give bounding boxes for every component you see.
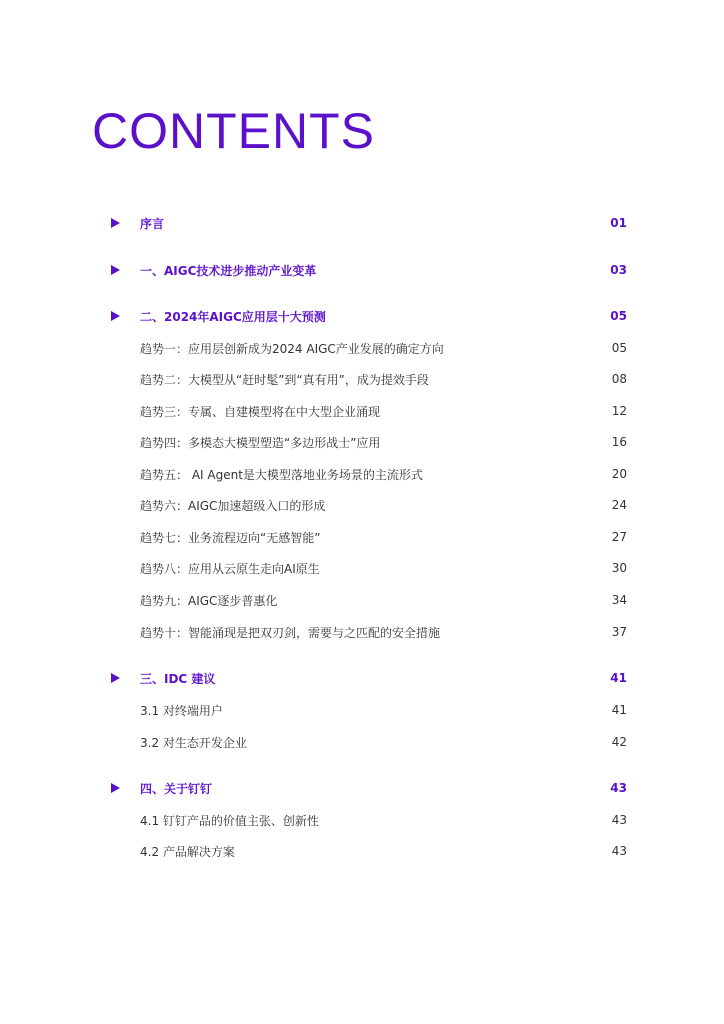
toc-entry-page: 30 <box>611 561 627 575</box>
toc-entry-label: 三、IDC 建议 <box>140 671 216 686</box>
toc-entry-label: 3.2 对生态开发企业 <box>140 735 247 750</box>
toc-entry-section-3[interactable] <box>140 668 627 688</box>
toc-entry-label: 二、2024年AIGC应用层十大预测 <box>140 309 326 324</box>
toc-entry-label: 一、AIGC技术进步推动产业变革 <box>140 263 317 278</box>
toc-entry-page: 01 <box>610 216 627 230</box>
toc-entry-page: 08 <box>611 372 627 386</box>
toc-entry-trend-8[interactable] <box>140 558 627 578</box>
toc-entry-label: 4.2 产品解决方案 <box>140 844 235 859</box>
arrow-right-icon <box>111 673 120 683</box>
toc-entry-label: 趋势九：AIGC逐步普惠化 <box>140 593 278 608</box>
toc-entry-3-1[interactable] <box>140 700 627 720</box>
toc-entry-page: 27 <box>611 530 627 544</box>
toc-entry-page: 03 <box>610 263 627 277</box>
toc-entry-3-2[interactable] <box>140 732 627 752</box>
toc-entry-label: 3.1 对终端用户 <box>140 703 223 718</box>
toc-entry-preface[interactable] <box>140 213 627 233</box>
toc-entry-page: 41 <box>611 703 627 717</box>
toc-entry-label: 趋势六：AIGC加速超级入口的形成 <box>140 498 326 513</box>
toc-entry-trend-5[interactable] <box>140 464 627 484</box>
toc-entry-label: 趋势四：多模态大模型塑造“多边形战士”应用 <box>140 435 381 450</box>
arrow-right-icon <box>111 311 120 321</box>
toc-entry-page: 16 <box>611 435 627 449</box>
arrow-right-icon <box>111 265 120 275</box>
toc-entry-label: 趋势一：应用层创新成为2024 AIGC产业发展的确定方向 <box>140 341 444 356</box>
toc-entry-4-2[interactable] <box>140 841 627 861</box>
toc-entry-label: 趋势十：智能涌现是把双刃剑，需要与之匹配的安全措施 <box>140 625 441 640</box>
toc-entry-section-4[interactable] <box>140 778 627 798</box>
toc-entry-label: 趋势二：大模型从“赶时髦”到“真有用”，成为提效手段 <box>140 372 429 387</box>
toc-entry-page: 43 <box>610 781 627 795</box>
toc-entry-trend-10[interactable] <box>140 622 627 642</box>
toc-entry-trend-6[interactable] <box>140 495 627 515</box>
toc-entry-page: 05 <box>611 341 627 355</box>
toc-entry-trend-4[interactable] <box>140 432 627 452</box>
toc-entry-page: 41 <box>610 671 627 685</box>
toc-entry-label: 趋势五： AI Agent是大模型落地业务场景的主流形式 <box>140 467 423 482</box>
toc-entry-section-2[interactable] <box>140 306 627 326</box>
toc-entry-trend-9[interactable] <box>140 590 627 610</box>
toc-entry-page: 43 <box>611 844 627 858</box>
toc-entry-page: 24 <box>611 498 627 512</box>
arrow-right-icon <box>111 783 120 793</box>
toc-entry-label: 序言 <box>140 216 165 231</box>
arrow-right-icon <box>111 218 120 228</box>
toc-entry-trend-7[interactable] <box>140 527 627 547</box>
toc-entry-page: 43 <box>611 813 627 827</box>
toc-entry-page: 05 <box>610 309 627 323</box>
toc-entry-trend-1[interactable] <box>140 338 627 358</box>
toc-entry-label: 4.1 钉钉产品的价值主张、创新性 <box>140 813 319 828</box>
toc-entry-4-1[interactable] <box>140 810 627 830</box>
toc-entry-label: 趋势三：专属、自建模型将在中大型企业涌现 <box>140 404 381 419</box>
toc-entry-page: 34 <box>611 593 627 607</box>
toc-entry-label: 四、关于钉钉 <box>140 781 213 796</box>
toc-entry-section-1[interactable] <box>140 260 627 280</box>
toc-entry-page: 37 <box>611 625 627 639</box>
toc-entry-trend-3[interactable] <box>140 401 627 421</box>
page-title: CONTENTS <box>92 103 375 159</box>
toc-entry-page: 20 <box>611 467 627 481</box>
toc-entry-trend-2[interactable] <box>140 369 627 389</box>
toc-entry-page: 12 <box>611 404 627 418</box>
toc-entry-label: 趋势七：业务流程迈向“无感智能” <box>140 530 321 545</box>
toc-entry-page: 42 <box>611 735 627 749</box>
toc-entry-label: 趋势八：应用从云原生走向AI原生 <box>140 561 320 576</box>
